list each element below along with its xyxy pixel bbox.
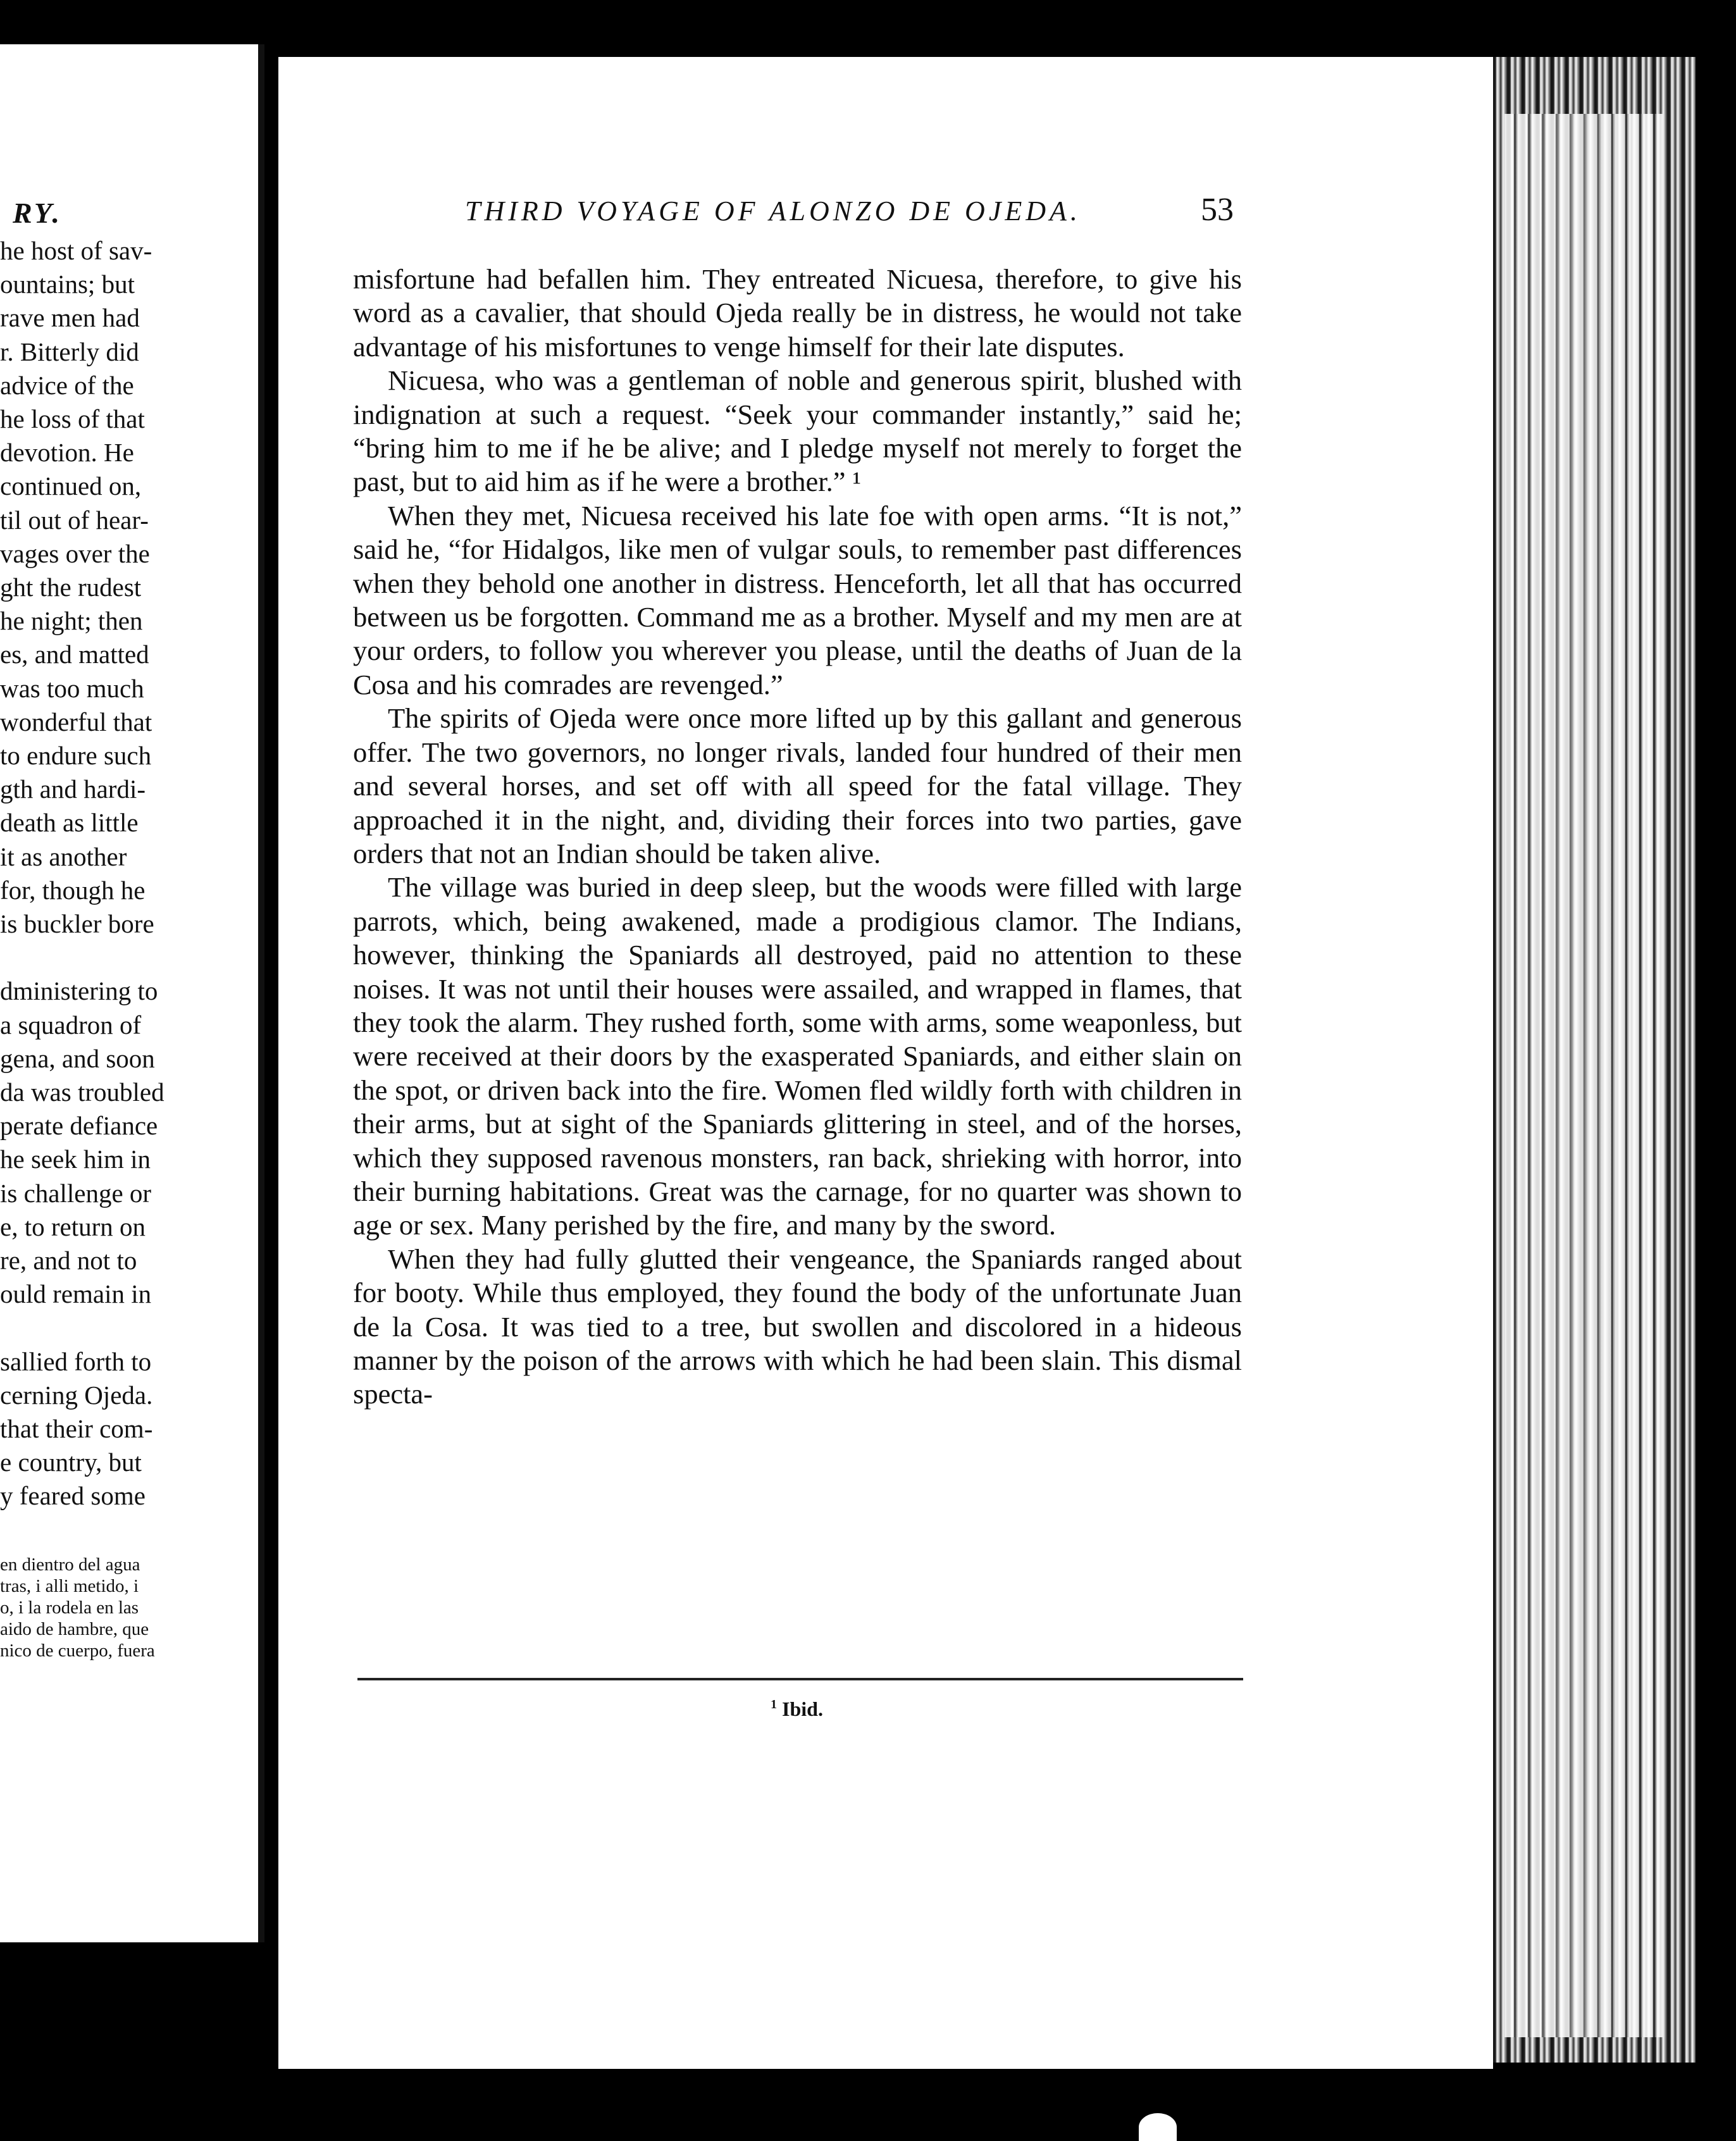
left-footnote-text: nico de cuerpo, fuera (0, 1641, 155, 1661)
left-text-line (0, 571, 212, 604)
left-line-text: cerning Ojeda. (0, 1380, 153, 1410)
footnote (771, 1697, 823, 1721)
left-text-line (0, 1210, 212, 1244)
left-line-text: vages over the (0, 538, 150, 568)
left-text-line (0, 806, 212, 840)
paragraph: The spirits of Ojeda were once more lifted up by this gallant and generous offer. The two governors, no longer rivals, landed four hundred of their men and several horses, and set off with all speed for the fatal village. They approached it in the night, and, dividing their forces into two parties, gave orders that not an Indian should be taken alive. (353, 702, 1242, 869)
left-line-text: advice of the (0, 370, 134, 400)
left-line-text: he night; then (0, 606, 143, 636)
left-text-line (0, 504, 212, 537)
left-line-text: ountains; but (0, 270, 135, 299)
left-line-text: re, and not to (0, 1246, 137, 1275)
left-line-text: he loss of that (0, 404, 145, 433)
left-text-line (0, 469, 212, 503)
paragraph: When they had fully glutted their vengeance, the Spaniards ranged about for booty. While thus employed, they found the body of the unfortunate Juan de la Cosa. It was tied to a tree, but swollen and discolored in a hideous manner by the poison of the arrows with which he had been slain. This dismal specta- (353, 1243, 1242, 1410)
left-text-line (0, 840, 212, 874)
page-edge-highlight (1504, 114, 1663, 2037)
left-text-line (0, 907, 212, 941)
left-text-line (0, 1244, 212, 1277)
left-footnote-text: tras, i alli metido, i (0, 1576, 139, 1596)
left-footnote-line (0, 1596, 212, 1619)
left-footnote-line (0, 1575, 212, 1598)
footnote-marker: 1 (771, 1697, 777, 1711)
left-line-text: e country, but (0, 1448, 142, 1477)
left-text-line (0, 1008, 212, 1042)
left-text-line (0, 672, 212, 705)
left-line-text: a squadron of (0, 1010, 142, 1039)
left-footnote-line (0, 1618, 212, 1641)
left-text-line (0, 268, 212, 301)
left-text-line (0, 1479, 212, 1513)
paragraph: misfortune had befallen him. They entreated Nicuesa, therefore, to give his word as a cavalier, that should Ojeda really be in distress, he would not take advantage of his misfortunes to venge himself for their late disputes. (353, 263, 1242, 363)
paragraph: When they met, Nicuesa received his late foe with open arms. “It is not,” said he, “for Hidalgos, like men of vulgar souls, to remember past differences when they behold one another in distress. Henceforth, let all that has occurred between us be forgotten. Command me as a brother. Myself and my men are at your orders, to follow you wherever you please, until the deaths of Juan de la Cosa and his comrades are revenged.” (353, 499, 1242, 700)
left-text-line (0, 1177, 212, 1210)
left-text-line (0, 436, 212, 469)
left-footnote-text: en dientro del agua (0, 1555, 140, 1575)
left-line-text: es, and matted (0, 640, 149, 669)
left-text-line (0, 537, 212, 571)
left-line-text: continued on, (0, 471, 142, 501)
left-text-line (0, 1109, 212, 1143)
left-text-line (0, 705, 212, 739)
left-line-text: is buckler bore (0, 909, 154, 938)
paragraph: The village was buried in deep sleep, but the woods were filled with large parrots, which, being awakened, made a prodigious clamor. The Indians, however, thinking the Spaniards all destroyed, paid no attention to these noises. It was not until their houses were assailed, and wrapped in flames, that they took the alarm. They rushed forth, some with arms, some weaponless, but were received at their doors by the exasperated Spaniards, and either slain on the spot, or driven back into the fire. Women fled wildly forth with children in their arms, but at sight of the Spaniards glittering in steel, and of the horses, which they supposed ravenous monsters, ran back, shrieking with horror, into their burning habitations. Great was the carnage, for no quarter was shown to age or sex. Many perished by the fire, and many by the sword. (353, 871, 1242, 1241)
left-text-line (0, 974, 212, 1008)
left-text-line (0, 773, 212, 806)
left-line-text: da was troubled (0, 1077, 164, 1107)
running-title: THIRD VOYAGE OF ALONZO DE OJEDA. (465, 195, 1081, 227)
left-footnote-text: o, i la rodela en las (0, 1598, 139, 1618)
left-text-line (0, 874, 212, 907)
left-text-line (0, 1143, 212, 1176)
left-text-line (0, 234, 212, 268)
left-line-text: e, to return on (0, 1212, 146, 1241)
scan-artifact (1139, 2113, 1177, 2141)
left-text-line (0, 739, 212, 773)
left-line-text: dministering to (0, 976, 158, 1006)
left-line-text: til out of hear- (0, 505, 149, 535)
left-line-text: gena, and soon (0, 1043, 155, 1073)
left-line-text: rave men had (0, 303, 140, 333)
left-text-line (0, 1277, 212, 1311)
left-page (0, 44, 264, 1942)
left-line-text: that their com- (0, 1414, 153, 1443)
left-line-text: was too much (0, 673, 144, 703)
left-line-text: gth and hardi- (0, 774, 146, 804)
left-line-text: it as another (0, 841, 127, 871)
left-text-line (0, 1446, 212, 1479)
left-line-text: y feared some (0, 1481, 146, 1511)
footnote-rule (357, 1678, 1243, 1680)
left-footnote-line (0, 1553, 212, 1576)
left-text-line (0, 1345, 212, 1379)
left-line-text: sallied forth to (0, 1346, 152, 1376)
left-line-text: for, though he (0, 875, 146, 905)
left-text-line (0, 301, 212, 335)
left-text-line (0, 604, 212, 638)
footnote-text: Ibid. (782, 1697, 823, 1720)
left-line-text: death as little (0, 808, 139, 838)
left-footnote-text: aido de hambre, que (0, 1619, 149, 1639)
main-text (353, 263, 1242, 1412)
left-line-text: wonderful that (0, 707, 152, 736)
left-line-text: ght the rudest (0, 573, 142, 602)
left-text-line (0, 335, 212, 369)
left-line-text: is challenge or (0, 1178, 152, 1208)
left-line-text: r. Bitterly did (0, 337, 139, 366)
left-text-line (0, 1379, 212, 1412)
left-text-line (0, 402, 212, 436)
left-line-text: to endure such (0, 741, 152, 770)
left-line-text: devotion. He (0, 438, 134, 468)
paragraph: Nicuesa, who was a gentleman of noble and generous spirit, blushed with indignation at such a request. “Seek your commander instantly,” said he; “bring him to me if he be alive; and I pledge myself not merely to forget the past, but to aid him as if he were a brother.” ¹ (353, 364, 1242, 498)
left-running-header: RY. (13, 197, 63, 229)
left-text-line (0, 1412, 212, 1446)
left-line-text: he host of sav- (0, 236, 152, 265)
left-text-line (0, 1076, 212, 1109)
left-footnote-line (0, 1639, 212, 1662)
left-text-line (0, 1042, 212, 1076)
left-line-text: perate defiance (0, 1111, 158, 1141)
left-line-text: he seek him in (0, 1145, 151, 1174)
left-line-text: ould remain in (0, 1279, 152, 1309)
left-text-line (0, 638, 212, 671)
left-text-line (0, 369, 212, 402)
page-number: 53 (1201, 192, 1234, 228)
